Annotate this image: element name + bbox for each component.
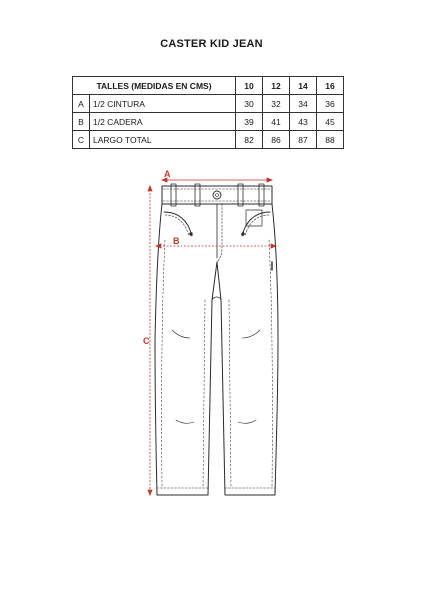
page-title: CASTER KID JEAN [160,38,263,50]
table-cell: 45 [317,113,344,131]
table-cell: 32 [263,95,290,113]
left-leg-outline [155,204,217,495]
row-key: C [73,131,90,149]
row-key: A [73,95,90,113]
table-cell: 86 [263,131,290,149]
left-pocket [164,212,192,236]
size-header: 12 [263,77,290,95]
coin-pocket [246,210,262,226]
size-header: 10 [236,77,263,95]
row-label: LARGO TOTAL [90,131,236,149]
measure-label-b: B [173,236,180,246]
table-cell: 82 [236,131,263,149]
table-cell: 87 [290,131,317,149]
size-header: 14 [290,77,317,95]
table-cell: 43 [290,113,317,131]
size-header: 16 [317,77,344,95]
table-cell: 36 [317,95,344,113]
button-icon [213,191,221,199]
table-cell: 88 [317,131,344,149]
row-label: 1/2 CINTURA [90,95,236,113]
row-label: 1/2 CADERA [90,113,236,131]
table-cell: 39 [236,113,263,131]
table-cell: 41 [263,113,290,131]
row-key: B [73,113,90,131]
table-cell: 34 [290,95,317,113]
measure-label-a: A [164,169,171,179]
measure-label-c: C [143,336,150,346]
table-header-label: TALLES (MEDIDAS EN CMS) [73,77,236,95]
right-leg-outline [217,204,278,495]
table-cell: 30 [236,95,263,113]
